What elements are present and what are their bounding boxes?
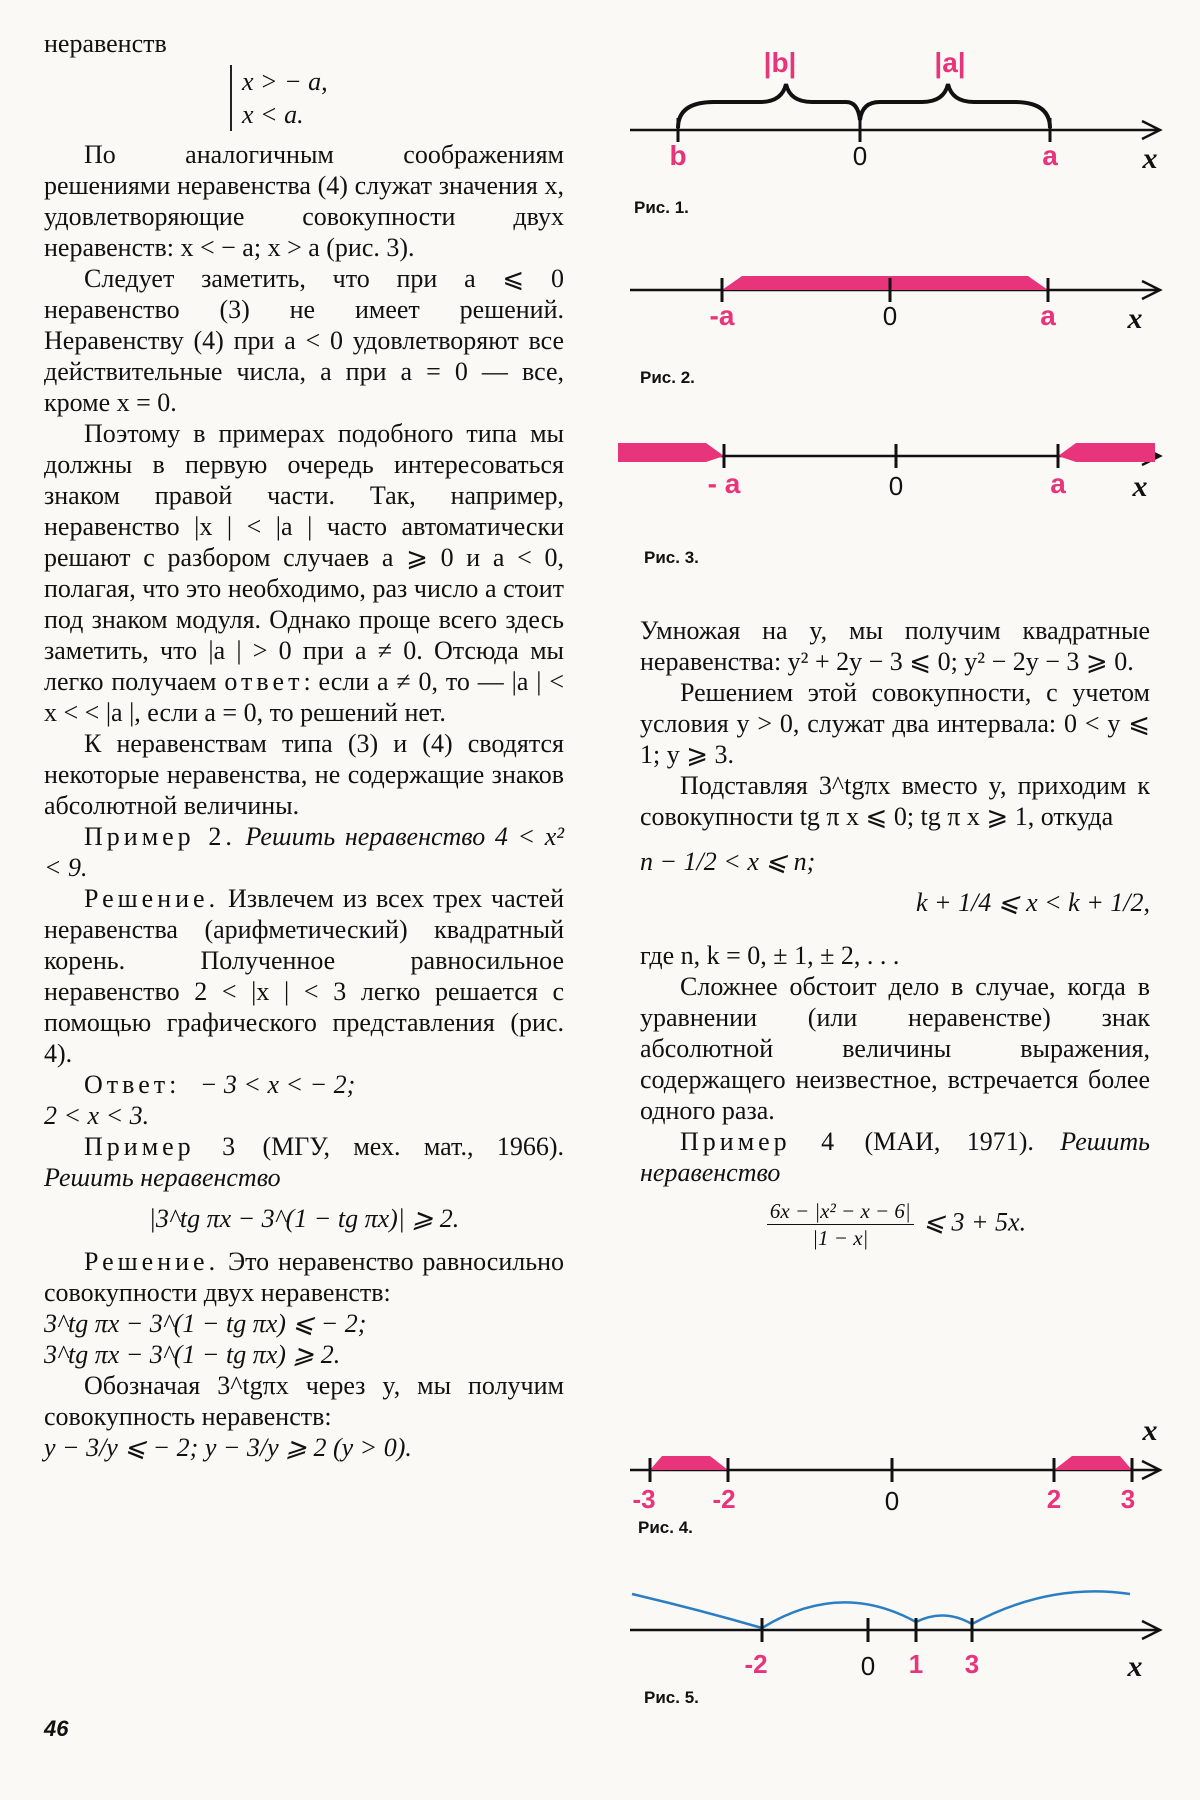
solution-word: Решение. xyxy=(84,1247,220,1276)
figure-4-svg xyxy=(610,1412,1170,1522)
figure-3 xyxy=(610,410,1170,580)
page-number: 46 xyxy=(44,1716,69,1741)
tick-label: 1 xyxy=(908,1649,924,1679)
tick-label: 2 xyxy=(1046,1484,1062,1514)
figure-caption: Рис. 3. xyxy=(644,548,699,567)
figure-caption: Рис. 5. xyxy=(644,1688,699,1707)
solution-3 xyxy=(44,1246,564,1308)
fraction-denominator: |1 − x| xyxy=(812,1226,869,1250)
answer-word: ответ xyxy=(224,667,304,696)
tick-label: -2 xyxy=(712,1484,736,1514)
interval-left xyxy=(618,443,724,462)
answer-text-2: 2 < x < 3. xyxy=(44,1101,150,1130)
system-line-2: x < a. xyxy=(242,100,304,129)
display-formula xyxy=(640,1198,1150,1251)
tick-label: 3 xyxy=(964,1649,980,1679)
interval-right xyxy=(1058,443,1155,462)
paragraph: Подставляя 3^tgπx вместо y, приходим к совокупности tg π x ⩽ 0; tg π x ⩾ 1, откуда xyxy=(640,771,1150,831)
figure-5 xyxy=(610,1570,1170,1720)
paragraph: По аналогичным соображениям решениями неравенства (4) служат значения x, удовлетворяющие совокупности двух неравенств: x < − a; x > a (рис. 3). xyxy=(44,140,564,262)
display-formula: |3^tg πx − 3^(1 − tg πx)| ⩾ 2. xyxy=(148,1204,460,1233)
brace-a xyxy=(860,84,1050,128)
figure-3-svg xyxy=(600,410,1180,540)
paragraph xyxy=(44,418,564,728)
axis-label: x xyxy=(1127,302,1143,335)
inequality-line: y − 3/y ⩽ − 2; y − 3/y ⩾ 2 (y > 0). xyxy=(44,1433,412,1462)
tick-label: 0 xyxy=(884,1486,900,1516)
figure-5-svg xyxy=(610,1570,1170,1690)
paragraph: К неравенствам типа (3) и (4) сводятся некоторые неравенства, не содержащие знаков абсолютной величины. xyxy=(44,729,564,820)
example-2-heading xyxy=(44,821,564,883)
brace-b-label: |b| xyxy=(763,47,797,78)
text-line: неравенств xyxy=(44,29,167,58)
tick-label: -3 xyxy=(632,1484,656,1514)
paragraph: Умножая на y, мы получим квадратные неравенства: y² + 2y − 3 ⩽ 0; y² − 2y − 3 ⩾ 0. xyxy=(640,616,1150,676)
example-expression: 4 < x² < 9. xyxy=(44,822,565,882)
example-label: Пример 4 xyxy=(680,1127,839,1156)
tick-label: b xyxy=(669,140,687,171)
figure-caption: Рис. 4. xyxy=(638,1518,693,1537)
example-label: Пример 3 xyxy=(84,1132,240,1161)
axis-label: x xyxy=(1132,470,1148,503)
formula-rhs: ⩽ 3 + 5x. xyxy=(923,1207,1027,1237)
example-3-heading xyxy=(44,1131,564,1193)
axis-label: x xyxy=(1142,1414,1158,1447)
tick-label: a xyxy=(1042,140,1058,171)
example-4-heading xyxy=(640,1126,1150,1188)
left-column xyxy=(44,28,564,1463)
tick-label: 0 xyxy=(882,301,898,331)
paragraph: Сложнее обстоит дело в случае, когда в уравнении (или неравенстве) знак абсолютной величины выражения, содержащего неизвестное, встречается более одного раза. xyxy=(640,972,1150,1125)
figure-1-svg xyxy=(610,20,1170,220)
answer-2 xyxy=(44,1069,564,1100)
tick-label: 3 xyxy=(1120,1484,1136,1514)
solution-2 xyxy=(44,883,564,1069)
tick-label: 0 xyxy=(888,471,904,501)
example-task: Решить неравенство xyxy=(640,1127,1151,1187)
figure-2-svg xyxy=(610,250,1170,380)
formula-fraction xyxy=(767,1198,914,1251)
figure-2 xyxy=(610,250,1170,400)
paragraph: Обозначая 3^tgπx через y, мы получим совокупность неравенств: xyxy=(44,1371,564,1431)
paragraph: где n, k = 0, ± 1, ± 2, . . . xyxy=(640,941,900,970)
formula-line: k + 1/4 ⩽ x < k + 1/2, xyxy=(916,888,1150,917)
solution-word: Решение. xyxy=(84,884,220,913)
paragraph-text: : если a ≠ 0, то — |a | < x < < |a |, если a = 0, то решений нет. xyxy=(44,667,564,727)
example-task: Решить неравенство xyxy=(245,822,486,851)
interval-left xyxy=(650,1456,728,1470)
tick-label: - a xyxy=(707,468,741,499)
figure-4 xyxy=(610,1412,1170,1542)
inequality-line: 3^tg πx − 3^(1 − tg πx) ⩽ − 2; xyxy=(44,1309,367,1338)
fraction-numerator: 6x − |x² − x − 6| xyxy=(767,1198,914,1225)
tick-label: 0 xyxy=(860,1651,876,1681)
formula-line: n − 1/2 < x ⩽ n; xyxy=(640,847,816,876)
example-source: (МАИ, 1971). xyxy=(864,1127,1034,1156)
paragraph: Следует заметить, что при a ⩽ 0 неравенство (3) не имеет решений. Неравенству (4) при a < 0 удовлетворяют все действительные числа, а при a = 0 — все, кроме x = 0. xyxy=(44,264,564,417)
interval-band xyxy=(722,276,1048,290)
example-task: Решить неравенство xyxy=(44,1163,281,1192)
solution-text: Это неравенство равносильно совокупности двух неравенств: xyxy=(44,1247,564,1307)
function-curve xyxy=(632,1591,1130,1628)
solution-text: Извлечем из всех трех частей неравенства (арифметический) квадратный корень. Полученное равносильное неравенство 2 < |x | < 3 легко решается с помощью графического представления (рис. 4). xyxy=(44,884,564,1068)
right-column xyxy=(640,615,1150,1251)
interval-right xyxy=(1054,1456,1132,1470)
brace-a-label: |a| xyxy=(934,47,966,78)
tick-label: 0 xyxy=(852,141,868,171)
answer-text: − 3 < x < − 2; xyxy=(199,1070,356,1099)
brace-b xyxy=(678,84,860,128)
tick-label: -2 xyxy=(744,1649,768,1679)
answer-label: Ответ: xyxy=(84,1070,181,1099)
example-source: (МГУ, мех. мат., 1966). xyxy=(262,1132,564,1161)
tick-label: a xyxy=(1040,300,1056,331)
figure-caption: Рис. 2. xyxy=(640,368,695,387)
axis-label: x xyxy=(1142,142,1158,175)
axis-label: x xyxy=(1127,1650,1143,1683)
example-label: Пример 2. xyxy=(84,822,236,851)
inequality-line: 3^tg πx − 3^(1 − tg πx) ⩾ 2. xyxy=(44,1340,341,1369)
tick-label: a xyxy=(1050,468,1066,499)
system-line-1: x > − a, xyxy=(242,67,328,96)
inequality-system xyxy=(230,65,564,131)
paragraph: Решением этой совокупности, с учетом условия y > 0, служат два интервала: 0 < y ⩽ 1; y ⩾ 3. xyxy=(640,678,1150,769)
figure-1 xyxy=(610,20,1170,220)
figure-caption: Рис. 1. xyxy=(634,198,689,217)
tick-label: -a xyxy=(709,300,735,331)
paragraph-text: Поэтому в примерах подобного типа мы должны в первую очередь интересоваться знаком правой части. Так, например, неравенство |x | < |a | часто автоматически решают с разбором случаев a ⩾ 0 и a < 0, полагая, что это необходимо, раз число a стоит под знаком модуля. Однако проще всего здесь заметить, что |a | > 0 при a ≠ 0. Отсюда мы легко получаем xyxy=(44,419,564,696)
